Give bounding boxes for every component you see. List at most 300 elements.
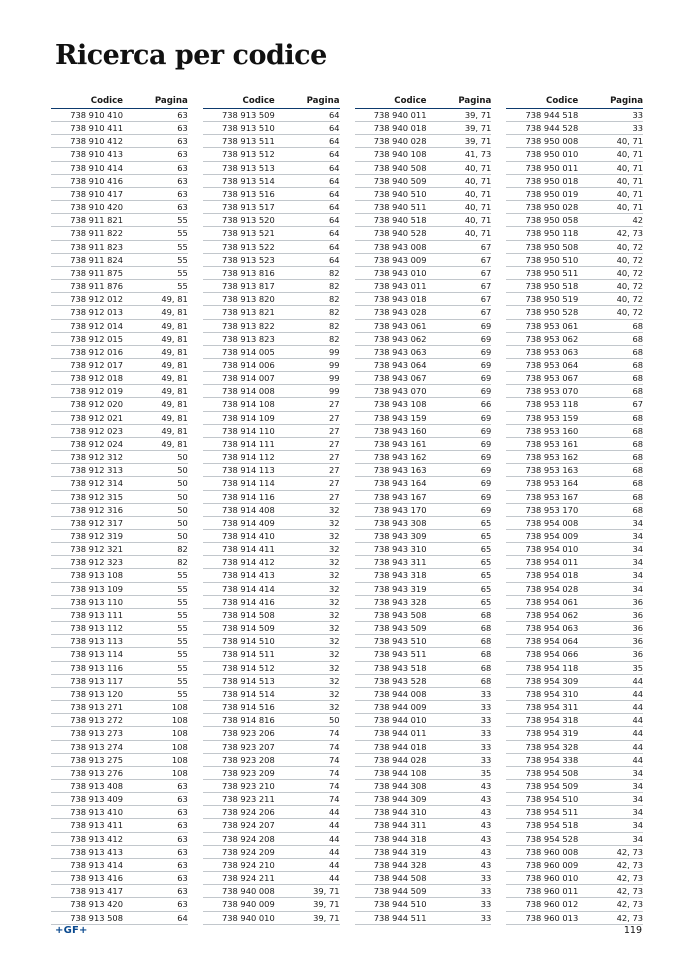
- page-cell: 32: [328, 702, 340, 713]
- page-cell: 63: [177, 807, 188, 818]
- code-cell: 738 954 311: [525, 702, 579, 713]
- table-row: [203, 556, 340, 569]
- code-cell: 738 924 207: [221, 820, 275, 831]
- table-row: [203, 109, 340, 122]
- table-row: [203, 412, 340, 425]
- code-cell: 738 924 209: [221, 846, 275, 857]
- code-cell: 738 924 210: [221, 859, 275, 870]
- code-cell: 738 910 410: [70, 110, 123, 120]
- code-cell: 738 960 011: [525, 886, 579, 897]
- code-cell: 738 953 161: [525, 438, 579, 449]
- page-cell: 82: [177, 544, 188, 555]
- code-cell: 738 940 509: [373, 175, 427, 186]
- code-cell: 738 912 019: [70, 386, 123, 397]
- table-row: [355, 714, 492, 727]
- table-row: [203, 885, 340, 898]
- code-cell: 738 912 013: [70, 307, 123, 318]
- code-cell: 738 950 058: [525, 215, 579, 226]
- code-cell: 738 923 206: [221, 728, 275, 739]
- page-cell: 34: [632, 767, 643, 778]
- code-cell: 738 913 522: [221, 241, 275, 252]
- code-cell: 738 943 070: [373, 386, 427, 397]
- table-row: [355, 583, 492, 596]
- page-cell: 63: [177, 820, 188, 831]
- page-cell: 68: [480, 649, 492, 660]
- code-cell: 738 912 313: [70, 465, 123, 476]
- code-cell: 738 940 008: [221, 886, 275, 897]
- code-cell: 738 953 062: [525, 333, 579, 344]
- table-row: [355, 846, 492, 859]
- page-cell: 99: [328, 346, 340, 357]
- page-cell: 50: [177, 491, 188, 502]
- code-cell: 738 914 508: [221, 609, 275, 620]
- page-cell: 32: [328, 517, 340, 528]
- table-row: [506, 491, 643, 504]
- table-row: [203, 491, 340, 504]
- table-row: [506, 622, 643, 635]
- page-cell: 69: [480, 346, 492, 357]
- table-row: [203, 477, 340, 490]
- page-cell: 27: [328, 425, 340, 436]
- page-cell: 49, 81: [161, 307, 188, 318]
- page-cell: 82: [328, 281, 340, 292]
- code-cell: 738 913 508: [70, 912, 123, 923]
- page-cell: 82: [328, 307, 340, 318]
- page-cell: 74: [328, 754, 340, 765]
- code-cell: 738 943 310: [373, 544, 427, 555]
- code-cell: 738 953 162: [525, 452, 579, 463]
- table-row: [51, 464, 188, 477]
- table-row: [51, 530, 188, 543]
- page-cell: 44: [328, 859, 340, 870]
- table-row: [355, 477, 492, 490]
- table-row: [355, 491, 492, 504]
- table-column-1: [51, 94, 188, 925]
- page-cell: 55: [177, 583, 188, 594]
- code-cell: 738 914 514: [221, 688, 275, 699]
- header-page: Pagina: [154, 96, 188, 106]
- table-row: [506, 912, 643, 925]
- code-cell: 738 913 273: [70, 728, 123, 739]
- table-row: [355, 662, 492, 675]
- page-cell: 33: [480, 912, 492, 923]
- page-cell: 82: [177, 557, 188, 568]
- code-cell: 738 950 008: [525, 136, 579, 147]
- table-row: [51, 254, 188, 267]
- code-cell: 738 914 008: [221, 386, 275, 397]
- code-cell: 738 943 508: [373, 609, 427, 620]
- page-cell: 55: [177, 241, 188, 252]
- table-row: [51, 662, 188, 675]
- code-cell: 738 911 823: [70, 241, 123, 252]
- page-cell: 42, 73: [616, 846, 643, 857]
- code-cell: 738 911 876: [70, 281, 123, 292]
- page-cell: 63: [177, 123, 188, 134]
- page-cell: 74: [328, 728, 340, 739]
- table-row: [506, 188, 643, 201]
- page-cell: 63: [177, 833, 188, 844]
- page-cell: 42, 73: [616, 873, 643, 884]
- page-cell: 33: [480, 873, 492, 884]
- table-row: [355, 148, 492, 161]
- page-cell: 55: [177, 228, 188, 239]
- code-cell: 738 914 005: [221, 346, 275, 357]
- page-cell: 42: [632, 215, 643, 226]
- table-row: [51, 543, 188, 556]
- page-cell: 64: [328, 162, 340, 173]
- table-row: [355, 635, 492, 648]
- page-cell: 68: [632, 491, 643, 502]
- page-cell: 67: [480, 281, 492, 292]
- page-cell: 42, 73: [616, 886, 643, 897]
- code-cell: 738 943 061: [373, 320, 427, 331]
- table-row: [203, 254, 340, 267]
- table-row: [51, 293, 188, 306]
- code-cell: 738 913 516: [221, 188, 275, 199]
- page-cell: 44: [328, 833, 340, 844]
- code-cell: 738 950 510: [525, 254, 579, 265]
- code-cell: 738 912 015: [70, 333, 123, 344]
- header-code: Codice: [394, 96, 427, 106]
- table-row: [355, 162, 492, 175]
- table-row: [203, 530, 340, 543]
- code-cell: 738 953 063: [525, 346, 579, 357]
- code-cell: 738 954 063: [525, 623, 579, 634]
- page-cell: 63: [177, 162, 188, 173]
- table-row: [355, 346, 492, 359]
- code-cell: 738 914 510: [221, 636, 275, 647]
- table-row: [506, 398, 643, 411]
- page-cell: 65: [480, 531, 492, 541]
- table-row: [51, 780, 188, 793]
- code-cell: 738 914 116: [221, 491, 275, 502]
- page-cell: 69: [480, 373, 492, 384]
- page-cell: 42, 73: [616, 912, 643, 923]
- page-cell: 44: [632, 715, 643, 726]
- page-cell: 55: [177, 609, 188, 620]
- table-row: [203, 767, 340, 780]
- page-cell: 63: [177, 886, 188, 897]
- code-cell: 738 914 416: [221, 596, 275, 607]
- page-cell: 33: [480, 688, 492, 699]
- page-cell: 69: [480, 452, 492, 463]
- page-cell: 65: [480, 544, 492, 555]
- page-cell: 34: [632, 780, 643, 791]
- table-row: [506, 793, 643, 806]
- page-cell: 64: [328, 241, 340, 252]
- page-cell: 34: [632, 531, 643, 541]
- page-cell: 68: [632, 438, 643, 449]
- table-row: [203, 688, 340, 701]
- code-cell: 738 944 108: [373, 767, 427, 778]
- code-cell: 738 960 013: [525, 912, 579, 923]
- page-cell: 34: [632, 557, 643, 568]
- page-cell: 49, 81: [161, 438, 188, 449]
- page-cell: 32: [328, 636, 340, 647]
- table-row: [506, 767, 643, 780]
- page-cell: 49, 81: [161, 359, 188, 370]
- table-row: [203, 846, 340, 859]
- page-cell: 40, 72: [616, 307, 643, 318]
- table-row: [506, 372, 643, 385]
- code-cell: 738 913 111: [70, 609, 123, 620]
- table-row: [506, 885, 643, 898]
- page-cell: 63: [177, 794, 188, 805]
- page-cell: 64: [328, 202, 340, 213]
- code-cell: 738 914 109: [221, 412, 275, 423]
- code-cell: 738 944 311: [373, 820, 427, 831]
- code-cell: 738 954 018: [525, 570, 579, 581]
- code-cell: 738 953 070: [525, 386, 579, 397]
- table-row: [203, 425, 340, 438]
- code-cell: 738 954 061: [525, 596, 579, 607]
- table-row: [355, 425, 492, 438]
- table-row: [51, 556, 188, 569]
- page-cell: 34: [632, 807, 643, 818]
- code-cell: 738 911 824: [70, 254, 123, 265]
- code-cell: 738 910 413: [70, 149, 123, 160]
- code-cell: 738 913 117: [70, 675, 123, 686]
- table-row: [51, 135, 188, 148]
- table-row: [51, 714, 188, 727]
- page-cell: 64: [328, 149, 340, 160]
- header-page: Pagina: [306, 96, 340, 106]
- table-row: [203, 162, 340, 175]
- page-cell: 63: [177, 136, 188, 147]
- page-cell: 63: [177, 202, 188, 213]
- table-row: [51, 754, 188, 767]
- page-cell: 68: [632, 386, 643, 397]
- code-cell: 738 944 319: [373, 846, 427, 857]
- table-row: [203, 175, 340, 188]
- table-row: [51, 688, 188, 701]
- code-index-table: [51, 94, 643, 925]
- table-row: [506, 648, 643, 661]
- code-cell: 738 954 338: [525, 754, 579, 765]
- code-cell: 738 943 328: [373, 596, 427, 607]
- page-cell: 74: [328, 741, 340, 752]
- table-row: [203, 912, 340, 925]
- page-cell: 68: [632, 478, 643, 489]
- table-row: [506, 688, 643, 701]
- code-cell: 738 943 162: [373, 452, 427, 463]
- table-row: [203, 517, 340, 530]
- table-row: [203, 280, 340, 293]
- page-cell: 32: [328, 675, 340, 686]
- table-row: [355, 622, 492, 635]
- table-row: [506, 241, 643, 254]
- page-cell: 50: [177, 465, 188, 476]
- table-row: [51, 201, 188, 214]
- code-cell: 738 943 011: [373, 281, 427, 292]
- table-row: [51, 727, 188, 740]
- table-row: [355, 385, 492, 398]
- table-row: [506, 214, 643, 227]
- code-cell: 738 943 311: [373, 557, 427, 568]
- page-cell: 50: [177, 452, 188, 463]
- page-cell: 108: [171, 728, 188, 739]
- table-row: [203, 727, 340, 740]
- page-cell: 27: [328, 438, 340, 449]
- table-row: [203, 438, 340, 451]
- page-cell: 40, 71: [616, 149, 643, 160]
- table-row: [506, 846, 643, 859]
- table-row: [51, 609, 188, 622]
- page-cell: 44: [632, 675, 643, 686]
- code-cell: 738 913 509: [221, 110, 275, 120]
- page-cell: 63: [177, 780, 188, 791]
- page-cell: 40, 71: [464, 202, 492, 213]
- page-cell: 66: [480, 399, 492, 410]
- header-code: Codice: [242, 96, 275, 106]
- table-row: [506, 385, 643, 398]
- table-row: [51, 793, 188, 806]
- page-cell: 40, 71: [464, 162, 492, 173]
- page-cell: 33: [632, 123, 643, 134]
- table-row: [506, 517, 643, 530]
- code-cell: 738 953 064: [525, 359, 579, 370]
- code-cell: 738 914 114: [221, 478, 275, 489]
- page-cell: 49, 81: [161, 320, 188, 331]
- page-cell: 67: [632, 399, 643, 410]
- code-cell: 738 914 512: [221, 662, 275, 673]
- column-header: [506, 94, 643, 109]
- page-cell: 32: [328, 570, 340, 581]
- page-cell: 32: [328, 688, 340, 699]
- code-cell: 738 943 062: [373, 333, 427, 344]
- code-cell: 738 914 410: [221, 531, 275, 541]
- table-row: [51, 846, 188, 859]
- table-row: [506, 175, 643, 188]
- table-row: [203, 346, 340, 359]
- page-cell: 50: [328, 715, 340, 726]
- table-row: [506, 833, 643, 846]
- code-cell: 738 912 023: [70, 425, 123, 436]
- page-cell: 44: [632, 728, 643, 739]
- code-cell: 738 943 063: [373, 346, 427, 357]
- page-cell: 69: [480, 504, 492, 515]
- table-row: [506, 162, 643, 175]
- table-row: [51, 491, 188, 504]
- table-row: [355, 648, 492, 661]
- table-row: [355, 609, 492, 622]
- page-cell: 42, 73: [616, 228, 643, 239]
- page-cell: 63: [177, 110, 188, 120]
- code-cell: 738 914 108: [221, 399, 275, 410]
- code-cell: 738 950 528: [525, 307, 579, 318]
- page-cell: 39, 71: [313, 886, 340, 897]
- code-cell: 738 953 061: [525, 320, 579, 331]
- code-cell: 738 912 024: [70, 438, 123, 449]
- page-cell: 65: [480, 583, 492, 594]
- code-cell: 738 940 010: [221, 912, 275, 923]
- code-cell: 738 913 113: [70, 636, 123, 647]
- page-cell: 43: [480, 846, 492, 857]
- page-cell: 82: [328, 333, 340, 344]
- code-cell: 738 943 064: [373, 359, 427, 370]
- page-cell: 32: [328, 596, 340, 607]
- code-cell: 738 914 111: [221, 438, 275, 449]
- table-row: [203, 306, 340, 319]
- page-cell: 32: [328, 557, 340, 568]
- page-cell: 34: [632, 820, 643, 831]
- table-row: [506, 135, 643, 148]
- code-cell: 738 943 318: [373, 570, 427, 581]
- table-row: [51, 280, 188, 293]
- page-cell: 36: [632, 623, 643, 634]
- page-cell: 67: [480, 294, 492, 305]
- code-cell: 738 943 164: [373, 478, 427, 489]
- page-cell: 63: [177, 846, 188, 857]
- table-row: [203, 241, 340, 254]
- table-row: [203, 464, 340, 477]
- page-cell: 39, 71: [464, 110, 492, 120]
- code-cell: 738 913 817: [221, 281, 275, 292]
- table-row: [506, 569, 643, 582]
- page-cell: 69: [480, 465, 492, 476]
- page-cell: 44: [632, 741, 643, 752]
- table-row: [51, 227, 188, 240]
- page-cell: 67: [480, 267, 492, 278]
- table-row: [506, 819, 643, 832]
- table-row: [203, 201, 340, 214]
- page-cell: 55: [177, 688, 188, 699]
- code-cell: 738 914 516: [221, 702, 275, 713]
- code-cell: 738 954 508: [525, 767, 579, 778]
- page-cell: 55: [177, 662, 188, 673]
- page-cell: 32: [328, 649, 340, 660]
- code-cell: 738 913 517: [221, 202, 275, 213]
- table-row: [51, 241, 188, 254]
- page-cell: 40, 72: [616, 281, 643, 292]
- code-cell: 738 943 528: [373, 675, 427, 686]
- page-cell: 40, 72: [616, 267, 643, 278]
- page-cell: 68: [632, 346, 643, 357]
- table-row: [355, 359, 492, 372]
- page-cell: 65: [480, 596, 492, 607]
- code-cell: 738 914 006: [221, 359, 275, 370]
- table-row: [355, 412, 492, 425]
- page-cell: 69: [480, 491, 492, 502]
- table-row: [51, 596, 188, 609]
- code-cell: 738 953 118: [525, 399, 579, 410]
- table-row: [506, 714, 643, 727]
- code-cell: 738 911 875: [70, 267, 123, 278]
- code-cell: 738 923 207: [221, 741, 275, 752]
- code-cell: 738 913 114: [70, 649, 123, 660]
- table-row: [203, 398, 340, 411]
- table-row: [203, 293, 340, 306]
- code-cell: 738 912 319: [70, 531, 123, 541]
- page-cell: 44: [632, 754, 643, 765]
- code-cell: 738 953 067: [525, 373, 579, 384]
- page-cell: 82: [328, 320, 340, 331]
- table-row: [355, 438, 492, 451]
- page-cell: 64: [328, 175, 340, 186]
- table-row: [355, 780, 492, 793]
- page-cell: 39, 71: [464, 136, 492, 147]
- table-row: [51, 675, 188, 688]
- code-cell: 738 924 208: [221, 833, 275, 844]
- page-cell: 34: [632, 583, 643, 594]
- code-cell: 738 913 821: [221, 307, 275, 318]
- table-row: [355, 727, 492, 740]
- code-cell: 738 911 821: [70, 215, 123, 226]
- code-cell: 738 953 160: [525, 425, 579, 436]
- page-cell: 67: [480, 307, 492, 318]
- page-cell: 36: [632, 636, 643, 647]
- page-cell: 40, 71: [464, 215, 492, 226]
